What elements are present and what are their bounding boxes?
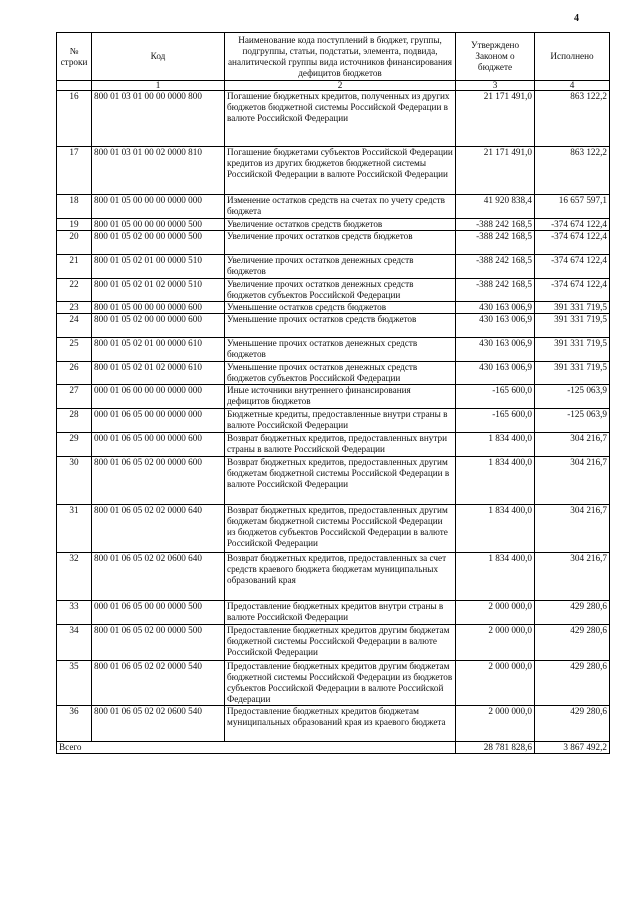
row-executed: 16 657 597,1 bbox=[535, 195, 610, 219]
table-row bbox=[57, 553, 610, 601]
row-executed: 304 216,7 bbox=[535, 505, 610, 553]
row-code: 800 01 03 01 00 00 0000 800 bbox=[92, 91, 225, 147]
total-executed: 3 867 492,2 bbox=[535, 742, 610, 754]
row-code: 800 01 06 05 02 00 0000 600 bbox=[92, 457, 225, 505]
row-name: Предоставление бюджетных кредитов другим бюджетам бюджетной системы Российской Федерации в валюте Российской Федерации bbox=[225, 625, 456, 661]
row-approved: 1 834 400,0 bbox=[456, 433, 535, 457]
row-executed: -125 063,9 bbox=[535, 385, 610, 409]
row-approved: -388 242 168,5 bbox=[456, 255, 535, 279]
row-executed: 391 331 719,5 bbox=[535, 314, 610, 338]
total-row bbox=[57, 742, 610, 754]
table-row bbox=[57, 338, 610, 362]
total-label: Всего bbox=[57, 742, 456, 754]
table-row bbox=[57, 409, 610, 433]
row-approved: 430 163 006,9 bbox=[456, 338, 535, 362]
row-name: Увеличение остатков средств бюджетов bbox=[225, 219, 456, 231]
row-executed: 429 280,6 bbox=[535, 625, 610, 661]
table-row bbox=[57, 385, 610, 409]
row-number: 22 bbox=[57, 279, 92, 302]
row-name: Бюджетные кредиты, предоставленные внутри страны в валюте Российской Федерации bbox=[225, 409, 456, 433]
column-index-cell: 2 bbox=[225, 81, 456, 91]
row-approved: 2 000 000,0 bbox=[456, 661, 535, 706]
row-executed: 429 280,6 bbox=[535, 661, 610, 706]
table-body bbox=[57, 91, 610, 742]
row-code: 800 01 06 05 02 02 0000 540 bbox=[92, 661, 225, 706]
row-code: 000 01 06 05 00 00 0000 000 bbox=[92, 409, 225, 433]
row-approved: 430 163 006,9 bbox=[456, 302, 535, 314]
row-executed: 863 122,2 bbox=[535, 91, 610, 147]
row-approved: -388 242 168,5 bbox=[456, 231, 535, 255]
row-name: Погашение бюджетами субъектов Российской Федерации кредитов из других бюджетов бюджетной системы Российской Федерации в валюте Российской Федерации bbox=[225, 147, 456, 195]
table-row bbox=[57, 601, 610, 625]
row-approved: 1 834 400,0 bbox=[456, 553, 535, 601]
row-number: 26 bbox=[57, 362, 92, 385]
row-code: 000 01 06 05 00 00 0000 500 bbox=[92, 601, 225, 625]
row-number: 23 bbox=[57, 302, 92, 314]
row-executed: -374 674 122,4 bbox=[535, 219, 610, 231]
table-row bbox=[57, 661, 610, 706]
row-executed: 391 331 719,5 bbox=[535, 338, 610, 362]
row-executed: 304 216,7 bbox=[535, 433, 610, 457]
row-name: Предоставление бюджетных кредитов внутри страны в валюте Российской Федерации bbox=[225, 601, 456, 625]
column-index-cell: 1 bbox=[92, 81, 225, 91]
row-executed: 863 122,2 bbox=[535, 147, 610, 195]
table-row bbox=[57, 231, 610, 255]
table-header-row bbox=[57, 33, 610, 81]
page-number: 4 bbox=[574, 13, 579, 24]
header-row-number: № строки bbox=[57, 33, 92, 81]
row-approved: -165 600,0 bbox=[456, 385, 535, 409]
row-number: 28 bbox=[57, 409, 92, 433]
row-number: 24 bbox=[57, 314, 92, 338]
row-approved: 41 920 838,4 bbox=[456, 195, 535, 219]
column-index-cell: 3 bbox=[456, 81, 535, 91]
row-code: 800 01 05 02 00 00 0000 600 bbox=[92, 314, 225, 338]
row-executed: 304 216,7 bbox=[535, 553, 610, 601]
table-row bbox=[57, 147, 610, 195]
row-number: 36 bbox=[57, 706, 92, 742]
row-approved: -388 242 168,5 bbox=[456, 219, 535, 231]
row-executed: -374 674 122,4 bbox=[535, 279, 610, 302]
row-name: Возврат бюджетных кредитов, предоставленных другим бюджетам бюджетной системы Российской Федерации из бюджетов субъектов Российской Федерации в валюте Российской Федерации bbox=[225, 505, 456, 553]
row-number: 30 bbox=[57, 457, 92, 505]
table-row bbox=[57, 91, 610, 147]
row-name: Возврат бюджетных кредитов, предоставленных за счет средств краевого бюджета бюджетам муниципальных образований края bbox=[225, 553, 456, 601]
column-index-cell bbox=[57, 81, 92, 91]
row-approved: 2 000 000,0 bbox=[456, 625, 535, 661]
row-number: 20 bbox=[57, 231, 92, 255]
row-name: Увеличение прочих остатков средств бюджетов bbox=[225, 231, 456, 255]
row-name: Увеличение прочих остатков денежных средств бюджетов субъектов Российской Федерации bbox=[225, 279, 456, 302]
table-row bbox=[57, 279, 610, 302]
row-name: Уменьшение прочих остатков денежных средств бюджетов субъектов Российской Федерации bbox=[225, 362, 456, 385]
row-approved: -388 242 168,5 bbox=[456, 279, 535, 302]
row-number: 32 bbox=[57, 553, 92, 601]
table-row bbox=[57, 255, 610, 279]
row-number: 21 bbox=[57, 255, 92, 279]
row-code: 800 01 05 02 01 00 0000 510 bbox=[92, 255, 225, 279]
row-code: 800 01 05 02 01 02 0000 510 bbox=[92, 279, 225, 302]
row-code: 000 01 06 00 00 00 0000 000 bbox=[92, 385, 225, 409]
row-approved: 2 000 000,0 bbox=[456, 601, 535, 625]
row-approved: 21 171 491,0 bbox=[456, 147, 535, 195]
row-number: 29 bbox=[57, 433, 92, 457]
table-row bbox=[57, 505, 610, 553]
row-name: Возврат бюджетных кредитов, предоставленных другим бюджетам бюджетной системы Российской Федерации в валюте Российской Федерации bbox=[225, 457, 456, 505]
row-code: 800 01 05 02 01 00 0000 610 bbox=[92, 338, 225, 362]
row-code: 800 01 05 00 00 00 0000 600 bbox=[92, 302, 225, 314]
table-row bbox=[57, 195, 610, 219]
row-executed: 429 280,6 bbox=[535, 706, 610, 742]
row-executed: -374 674 122,4 bbox=[535, 255, 610, 279]
row-code: 800 01 03 01 00 02 0000 810 bbox=[92, 147, 225, 195]
header-approved: Утверждено Законом о бюджете bbox=[456, 33, 535, 81]
row-number: 25 bbox=[57, 338, 92, 362]
row-name: Возврат бюджетных кредитов, предоставленных внутри страны в валюте Российской Федерации bbox=[225, 433, 456, 457]
table-row bbox=[57, 625, 610, 661]
row-number: 27 bbox=[57, 385, 92, 409]
row-name: Уменьшение прочих остатков денежных средств бюджетов bbox=[225, 338, 456, 362]
table-row bbox=[57, 457, 610, 505]
row-number: 17 bbox=[57, 147, 92, 195]
table-row bbox=[57, 706, 610, 742]
column-index-cell: 4 bbox=[535, 81, 610, 91]
table-row bbox=[57, 314, 610, 338]
header-code: Код bbox=[92, 33, 225, 81]
row-name: Изменение остатков средств на счетах по учету средств бюджета bbox=[225, 195, 456, 219]
row-name: Уменьшение прочих остатков средств бюджетов bbox=[225, 314, 456, 338]
row-number: 35 bbox=[57, 661, 92, 706]
row-name: Погашение бюджетных кредитов, полученных из других бюджетов бюджетной системы Российской Федерации в валюте Российской Федерации bbox=[225, 91, 456, 147]
row-number: 18 bbox=[57, 195, 92, 219]
row-name: Уменьшение остатков средств бюджетов bbox=[225, 302, 456, 314]
row-code: 800 01 05 00 00 00 0000 000 bbox=[92, 195, 225, 219]
row-executed: 429 280,6 bbox=[535, 601, 610, 625]
row-code: 800 01 05 02 00 00 0000 500 bbox=[92, 231, 225, 255]
row-approved: -165 600,0 bbox=[456, 409, 535, 433]
header-executed: Исполнено bbox=[535, 33, 610, 81]
row-name: Предоставление бюджетных кредитов другим бюджетам бюджетной системы Российской Федерации из бюджетов субъектов Российской Федерации в валюте Российской Федерации bbox=[225, 661, 456, 706]
row-name: Предоставление бюджетных кредитов бюджетам муниципальных образований края из краевого бюджета bbox=[225, 706, 456, 742]
row-name: Иные источники внутреннего финансирования дефицитов бюджетов bbox=[225, 385, 456, 409]
row-approved: 1 834 400,0 bbox=[456, 457, 535, 505]
row-number: 33 bbox=[57, 601, 92, 625]
row-approved: 430 163 006,9 bbox=[456, 314, 535, 338]
row-executed: -374 674 122,4 bbox=[535, 231, 610, 255]
row-code: 800 01 06 05 02 00 0000 500 bbox=[92, 625, 225, 661]
table-row bbox=[57, 219, 610, 231]
header-name: Наименование кода поступлений в бюджет, группы, подгруппы, статьи, подстатьи, элемента, подвида, аналитической группы вида источников финансирования дефицитов бюджетов bbox=[225, 33, 456, 81]
row-number: 34 bbox=[57, 625, 92, 661]
row-code: 800 01 06 05 02 02 0600 540 bbox=[92, 706, 225, 742]
row-approved: 2 000 000,0 bbox=[456, 706, 535, 742]
row-number: 16 bbox=[57, 91, 92, 147]
row-approved: 430 163 006,9 bbox=[456, 362, 535, 385]
row-approved: 1 834 400,0 bbox=[456, 505, 535, 553]
row-executed: -125 063,9 bbox=[535, 409, 610, 433]
row-executed: 391 331 719,5 bbox=[535, 362, 610, 385]
row-approved: 21 171 491,0 bbox=[456, 91, 535, 147]
row-executed: 391 331 719,5 bbox=[535, 302, 610, 314]
table-row bbox=[57, 433, 610, 457]
column-index-row bbox=[57, 81, 610, 91]
row-code: 800 01 06 05 02 02 0600 640 bbox=[92, 553, 225, 601]
row-number: 31 bbox=[57, 505, 92, 553]
budget-sources-table bbox=[56, 32, 610, 754]
row-number: 19 bbox=[57, 219, 92, 231]
table-row bbox=[57, 302, 610, 314]
row-executed: 304 216,7 bbox=[535, 457, 610, 505]
table-row bbox=[57, 362, 610, 385]
row-code: 800 01 05 02 01 02 0000 610 bbox=[92, 362, 225, 385]
row-code: 800 01 06 05 02 02 0000 640 bbox=[92, 505, 225, 553]
row-code: 000 01 06 05 00 00 0000 600 bbox=[92, 433, 225, 457]
row-name: Увеличение прочих остатков денежных средств бюджетов bbox=[225, 255, 456, 279]
total-approved: 28 781 828,6 bbox=[456, 742, 535, 754]
row-code: 800 01 05 00 00 00 0000 500 bbox=[92, 219, 225, 231]
